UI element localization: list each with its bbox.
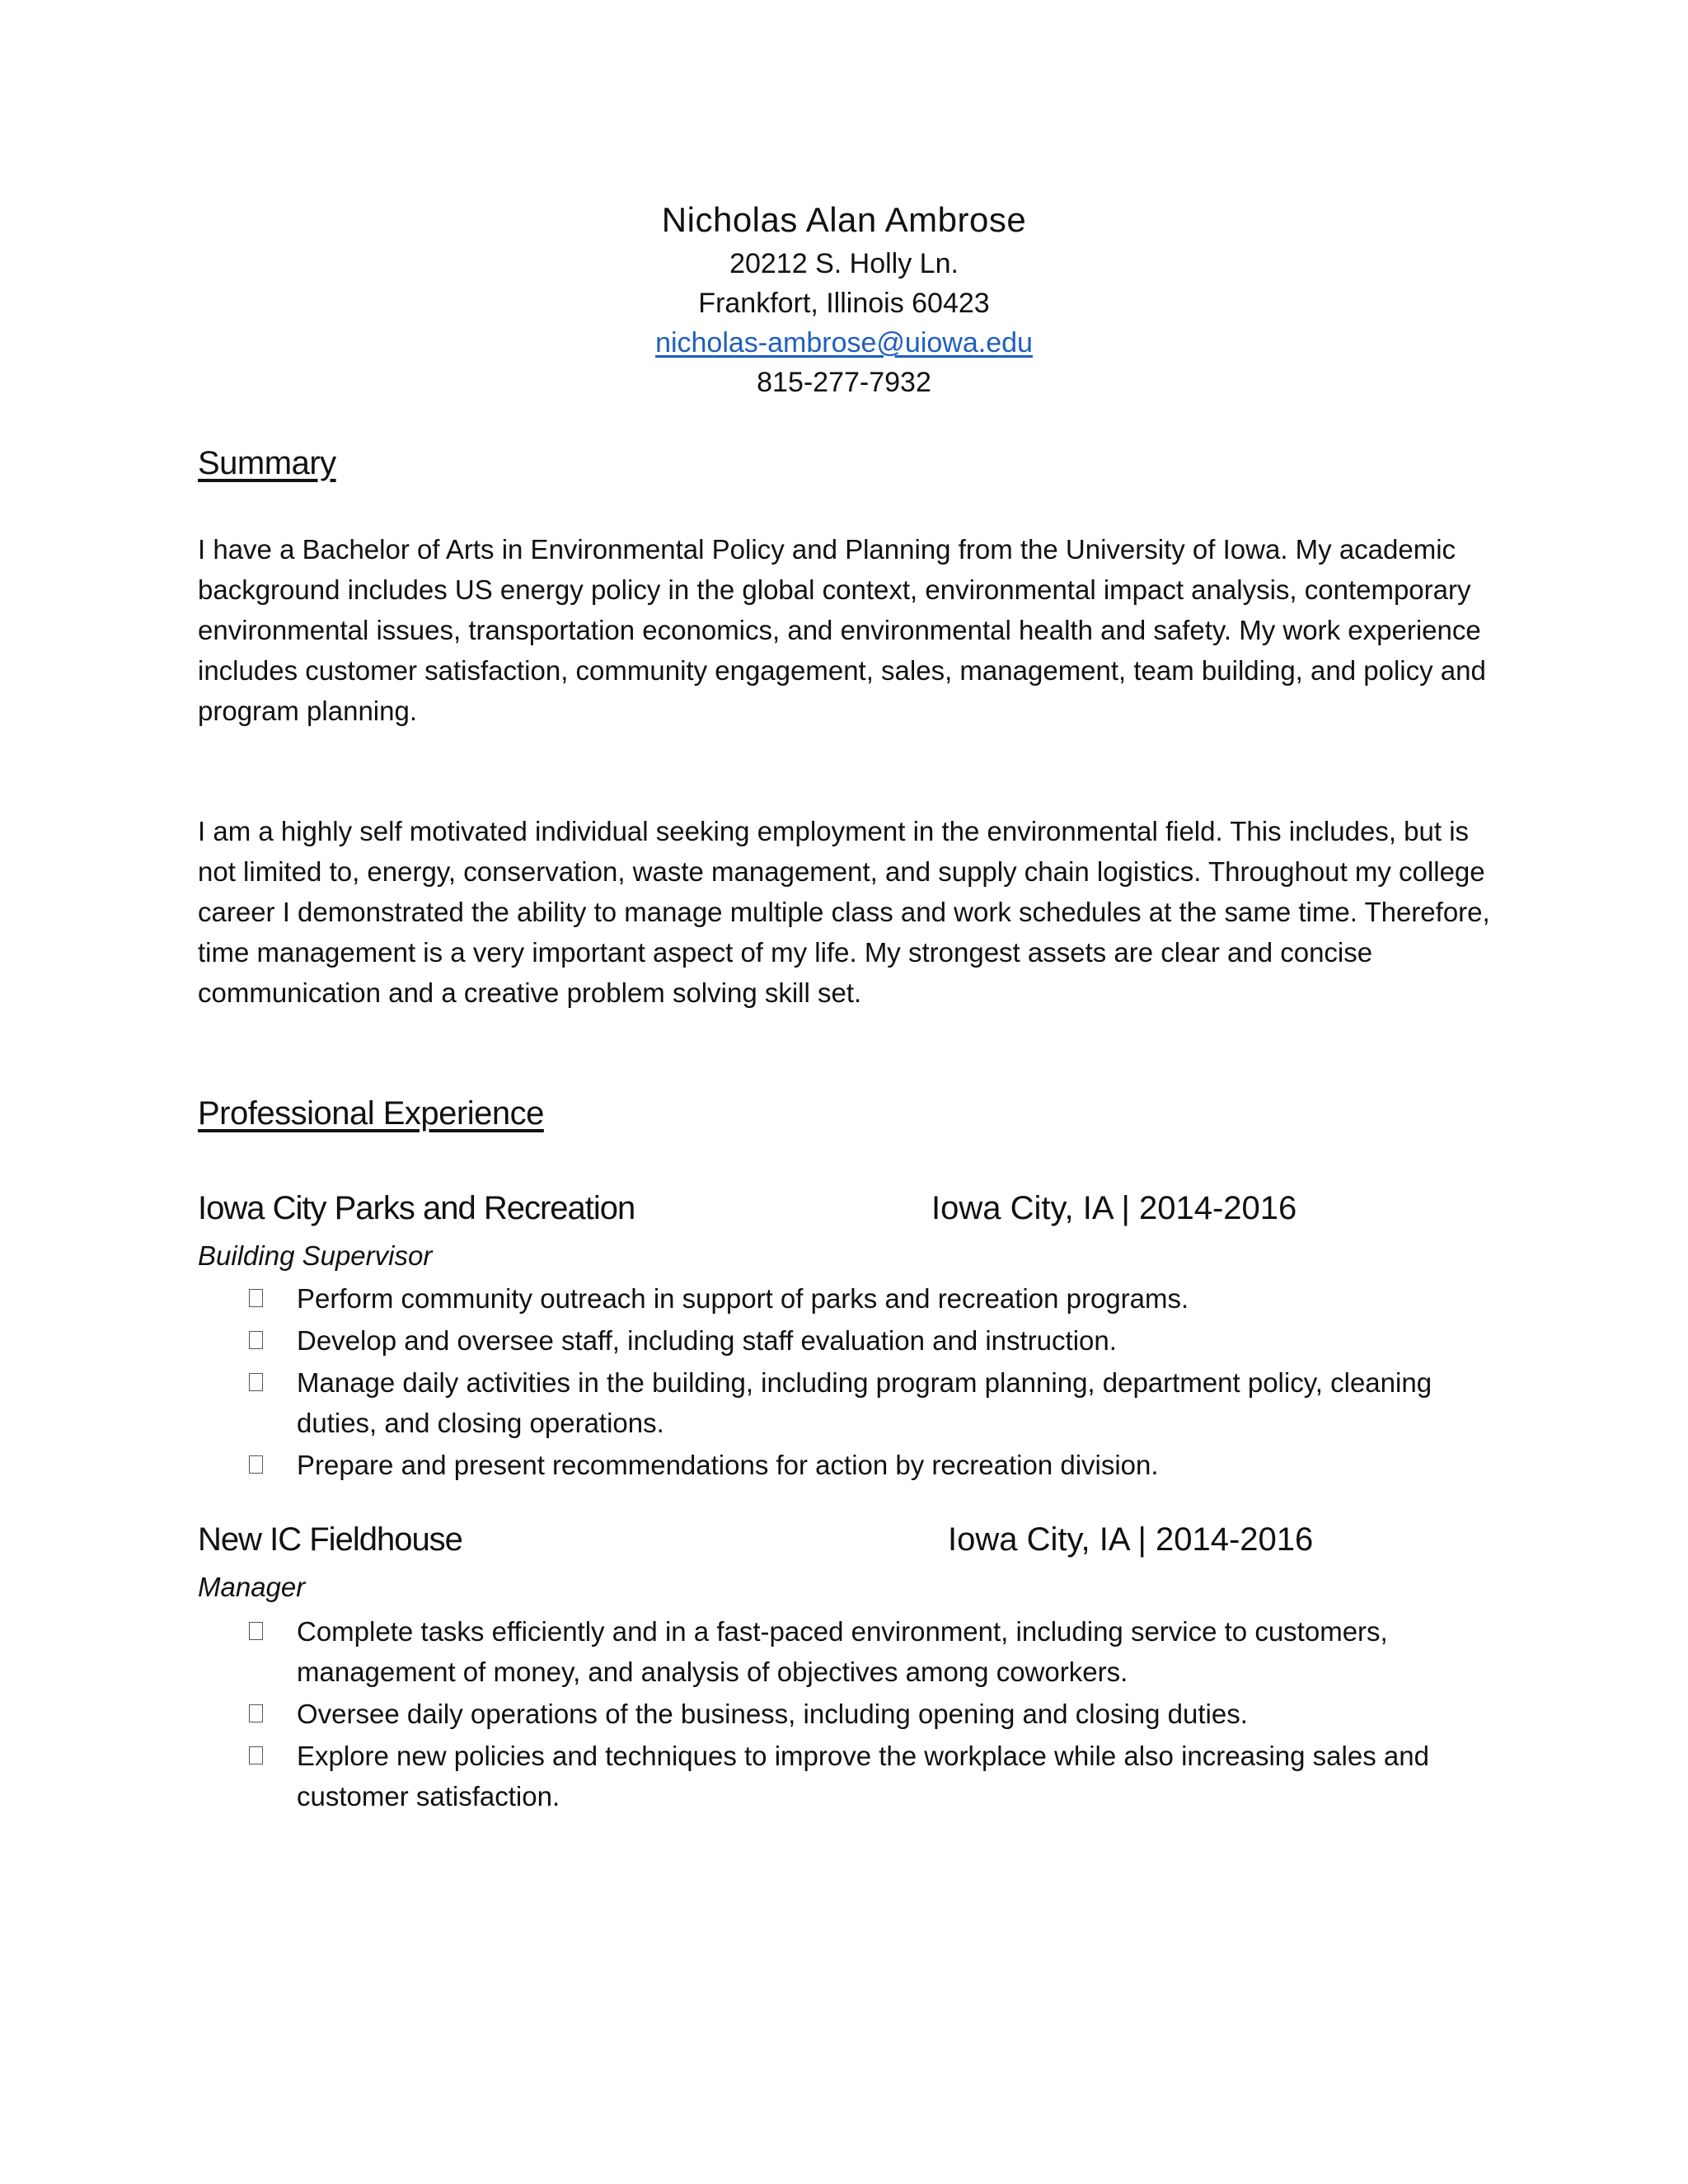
checkbox-bullet-icon: [249, 1455, 263, 1474]
checkbox-bullet-icon: [249, 1373, 263, 1391]
list-item: Perform community outreach in support of parks and recreation programs.: [198, 1278, 1517, 1319]
employer-name: Iowa City Parks and Recreation: [198, 1190, 635, 1226]
job-header: [198, 1518, 1517, 1561]
summary-paragraph-1: I have a Bachelor of Arts in Environmental Policy and Planning from the University of Iowa. My academic background includes US energy policy in the global context, environmental impact analysis, contemporary environmental issues, transportation economics, and environmental health and safety. My work experience includes customer satisfaction, community engagement, sales, management, team building, and policy and program planning.: [198, 534, 1486, 726]
phone-number: 815-277-7932: [757, 367, 931, 398]
list-item: Complete tasks efficiently and in a fast-paced environment, including service to customers, management of money, and analysis of objectives among coworkers.: [198, 1611, 1517, 1692]
list-item: Manage daily activities in the building, including program planning, department policy, cleaning duties, and closing operations.: [198, 1362, 1517, 1443]
checkbox-bullet-icon: [249, 1746, 263, 1765]
job-location-dates: Iowa City, IA | 2014-2016: [931, 1190, 1297, 1226]
checkbox-bullet-icon: [249, 1289, 263, 1307]
checkbox-bullet-icon: [249, 1704, 263, 1722]
contact-header: [0, 196, 1688, 402]
email-link[interactable]: nicholas-ambrose@uiowa.edu: [655, 327, 1033, 359]
checkbox-bullet-icon: [249, 1331, 263, 1349]
summary-paragraph-2: I am a highly self motivated individual seeking employment in the environmental field. This includes, but is not limited to, energy, conservation, waste management, and supply chain logistics. Throughout my college career I demonstrated the ability to manage multiple class and work schedules at the same time. Therefore, time management is a very important aspect of my life. My strongest assets are clear and concise communication and a creative problem solving skill set.: [198, 816, 1490, 1008]
full-name: Nicholas Alan Ambrose: [661, 200, 1027, 239]
job-duties-list: [198, 1278, 1517, 1487]
list-item: Prepare and present recommendations for action by recreation division.: [198, 1445, 1517, 1485]
list-item: Develop and oversee staff, including staff evaluation and instruction.: [198, 1320, 1517, 1361]
summary-heading: Summary: [198, 445, 336, 481]
address-street: 20212 S. Holly Ln.: [729, 248, 959, 279]
list-item: Explore new policies and techniques to improve the workplace while also increasing sales and customer satisfaction.: [198, 1736, 1517, 1816]
job-title: Manager: [198, 1572, 306, 1602]
list-item: Oversee daily operations of the business, including opening and closing duties.: [198, 1694, 1517, 1734]
job-title: Building Supervisor: [198, 1240, 433, 1271]
job-duties-list: [198, 1611, 1517, 1818]
job-location-dates: Iowa City, IA | 2014-2016: [948, 1521, 1314, 1558]
experience-heading: Professional Experience: [198, 1095, 544, 1132]
job-header: [198, 1187, 1517, 1230]
employer-name: New IC Fieldhouse: [198, 1521, 462, 1558]
address-city: Frankfort, Illinois 60423: [698, 288, 990, 319]
checkbox-bullet-icon: [249, 1622, 263, 1640]
